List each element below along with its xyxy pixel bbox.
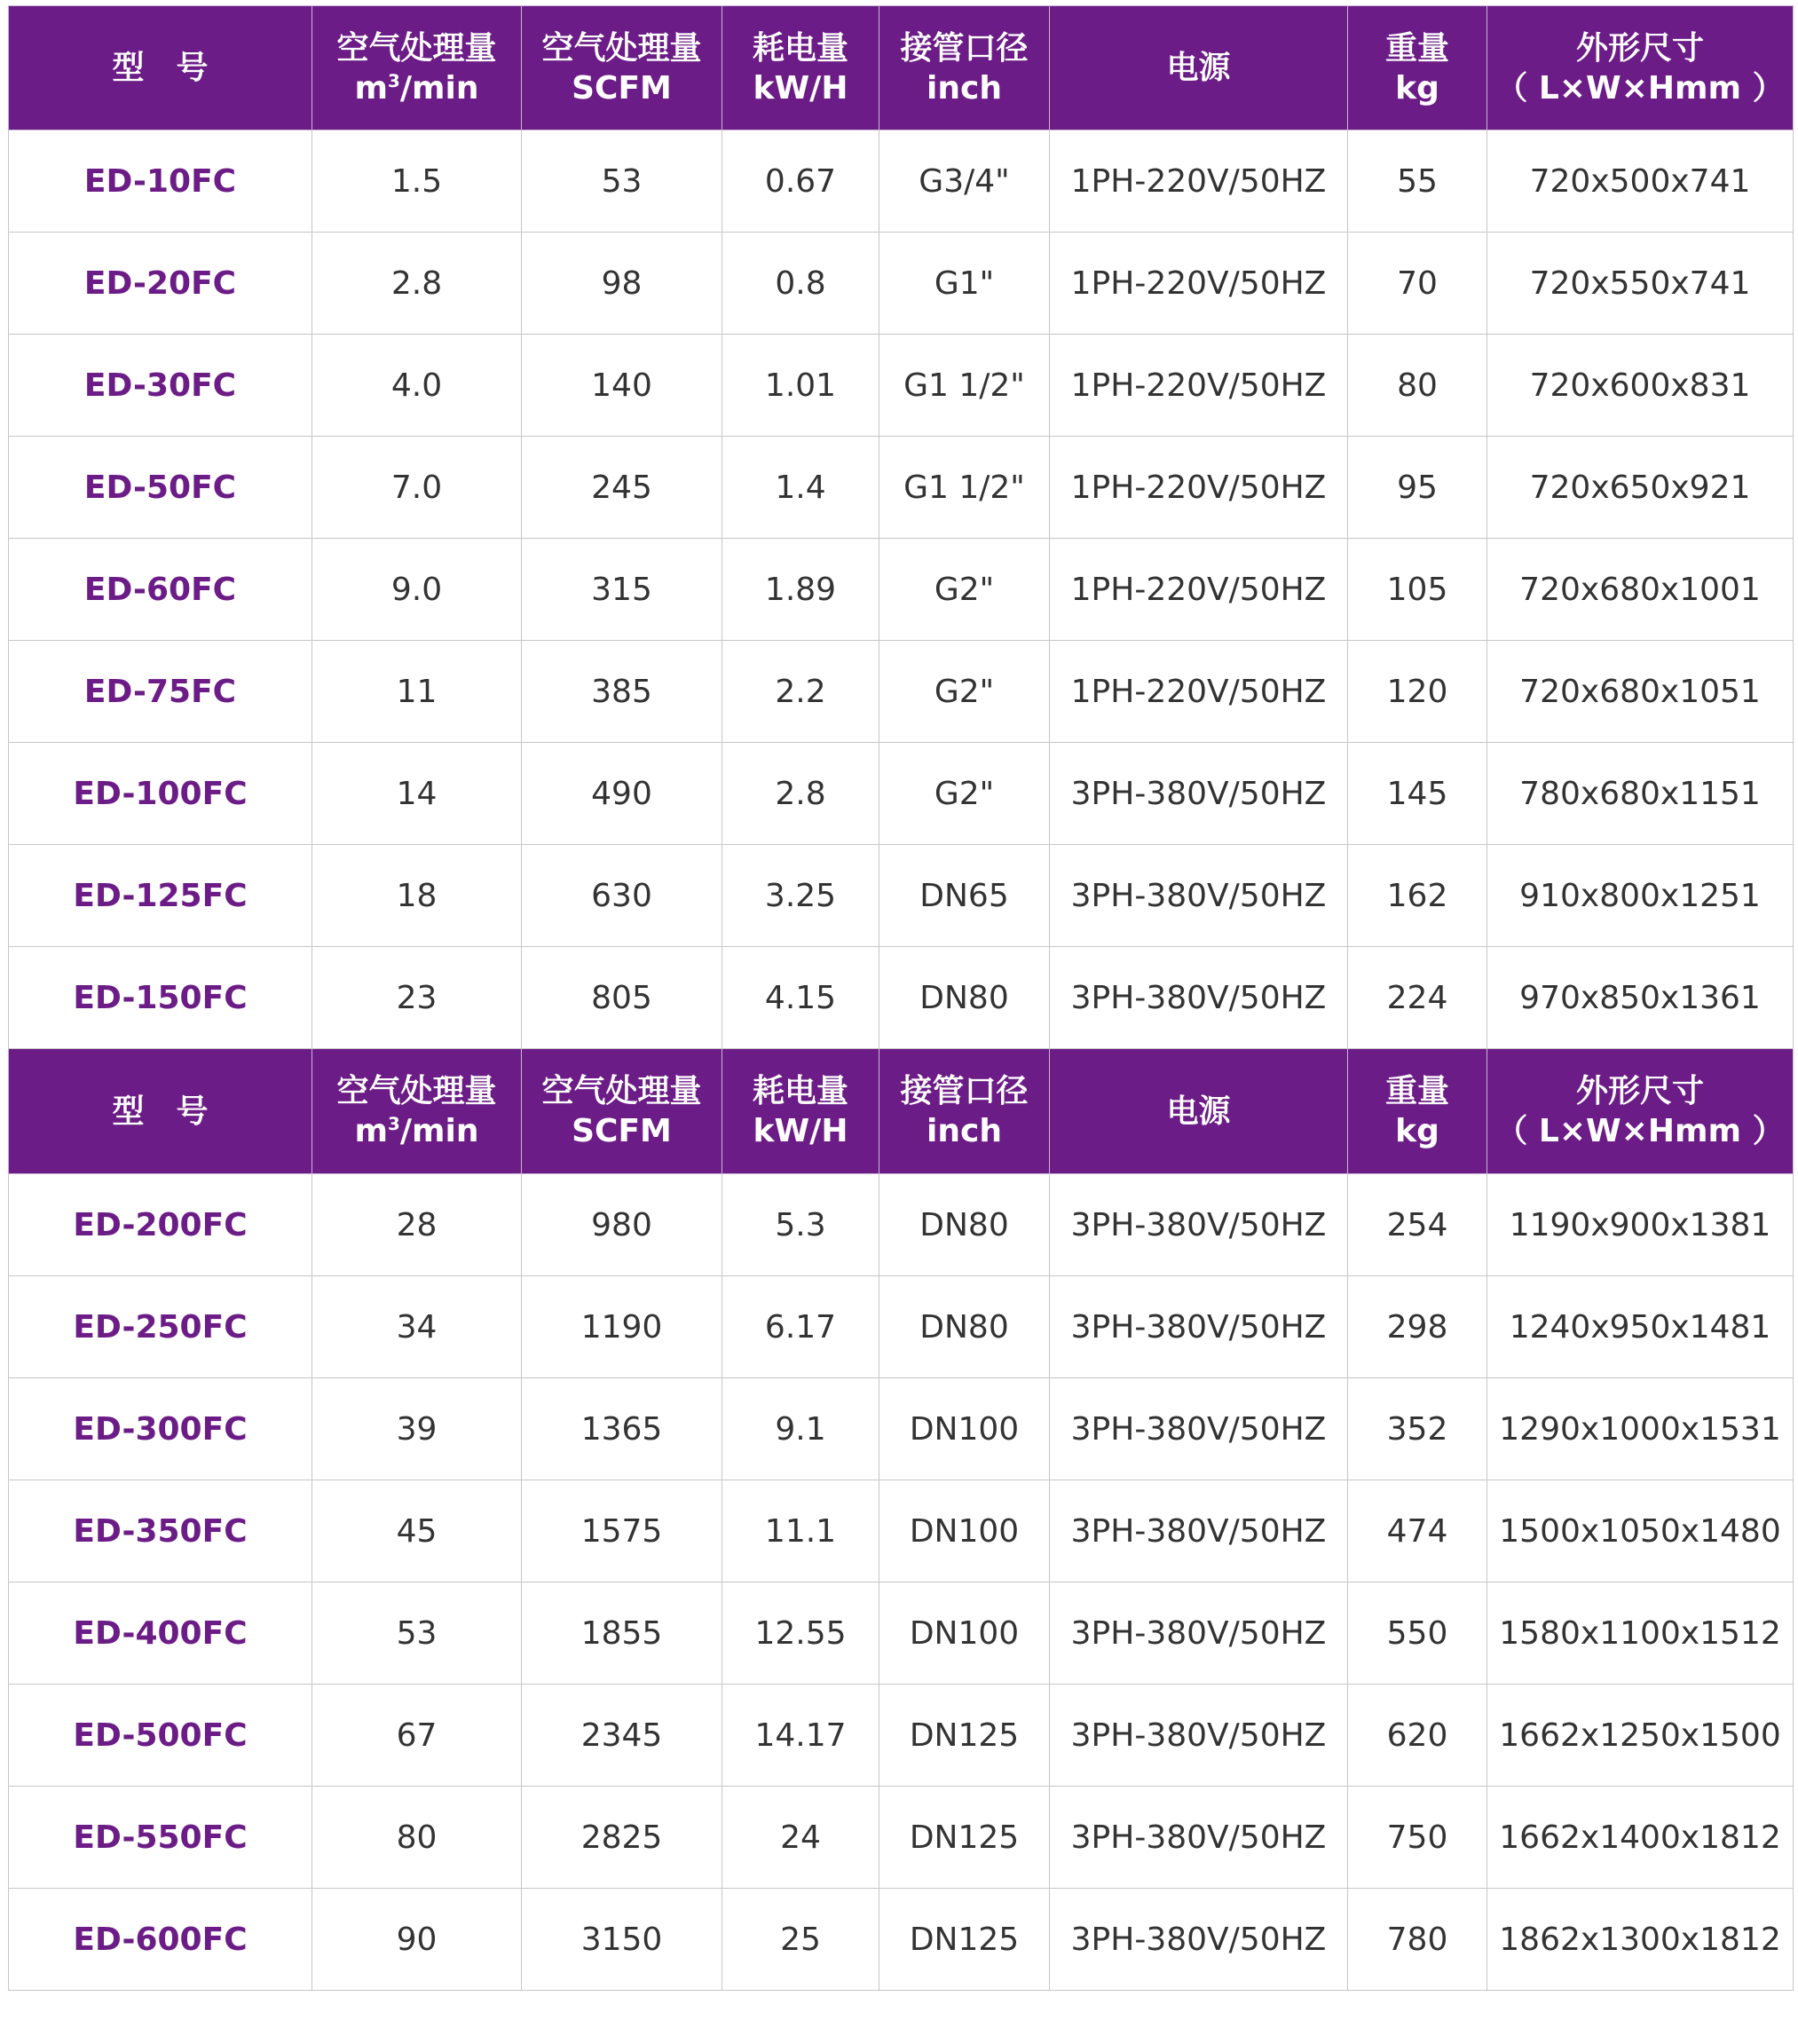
- header-label: 重量: [1384, 29, 1449, 67]
- header-dims: [1487, 6, 1794, 130]
- cell-dims: 1862x1300x1812: [1487, 1889, 1794, 1991]
- cell-dims: 720x680x1001: [1487, 539, 1794, 641]
- cell-air-scfm: 1190: [522, 1276, 722, 1378]
- cell-power: 24: [722, 1787, 879, 1889]
- cell-model: ED-100FC: [9, 743, 312, 845]
- header-pipe: [879, 1049, 1050, 1174]
- cell-power: 1.01: [722, 335, 879, 437]
- cell-model: ED-350FC: [9, 1480, 312, 1582]
- cell-pipe: G2": [879, 539, 1050, 641]
- cell-air-scfm: 385: [522, 641, 722, 743]
- header-dims: [1487, 1049, 1794, 1174]
- cell-air-m3: 1.5: [312, 130, 522, 233]
- cell-pipe: G2": [879, 641, 1050, 743]
- header-power: [722, 1049, 879, 1174]
- header-label: 耗电量: [752, 1073, 848, 1109]
- cell-air-scfm: 245: [522, 437, 722, 539]
- unit-rest: /min: [399, 69, 479, 107]
- cell-power: 0.8: [722, 233, 879, 335]
- cell-supply: 3PH-380V/50HZ: [1050, 1685, 1348, 1787]
- cell-supply: 3PH-380V/50HZ: [1050, 947, 1348, 1049]
- cell-weight: 298: [1348, 1276, 1487, 1378]
- cell-dims: 720x500x741: [1487, 130, 1794, 233]
- cell-air-m3: 53: [312, 1582, 522, 1685]
- cell-air-scfm: 2345: [522, 1685, 722, 1787]
- cell-air-scfm: 53: [522, 130, 722, 233]
- header-unit: kW/H: [753, 1113, 848, 1149]
- cell-weight: 95: [1348, 437, 1487, 539]
- table-row: [9, 335, 1794, 437]
- cell-supply: 3PH-380V/50HZ: [1050, 1174, 1348, 1276]
- header-label: 接管口径: [900, 1073, 1029, 1109]
- cell-supply: 3PH-380V/50HZ: [1050, 845, 1348, 947]
- spec-table: [8, 5, 1794, 1991]
- header-unit: SCFM: [572, 69, 672, 107]
- header-unit: kg: [1395, 69, 1439, 107]
- cell-air-scfm: 490: [522, 743, 722, 845]
- header-air-scfm: [522, 6, 722, 130]
- cell-weight: 780: [1348, 1889, 1487, 1991]
- cell-pipe: DN100: [879, 1378, 1050, 1480]
- table-row: [9, 743, 1794, 845]
- cell-supply: 3PH-380V/50HZ: [1050, 1582, 1348, 1685]
- cell-air-scfm: 2825: [522, 1787, 722, 1889]
- header-unit: kg: [1395, 1113, 1439, 1149]
- cell-supply: 1PH-220V/50HZ: [1050, 130, 1348, 233]
- table-row: [9, 1787, 1794, 1889]
- cell-model: ED-125FC: [9, 845, 312, 947]
- cell-air-m3: 9.0: [312, 539, 522, 641]
- header-weight: [1348, 6, 1487, 130]
- cell-supply: 1PH-220V/50HZ: [1050, 335, 1348, 437]
- cell-pipe: DN100: [879, 1582, 1050, 1685]
- cell-air-scfm: 980: [522, 1174, 722, 1276]
- cell-model: ED-50FC: [9, 437, 312, 539]
- table-row: [9, 437, 1794, 539]
- cell-air-m3: 90: [312, 1889, 522, 1991]
- cell-weight: 70: [1348, 233, 1487, 335]
- cell-model: ED-60FC: [9, 539, 312, 641]
- cell-model: ED-400FC: [9, 1582, 312, 1685]
- cell-pipe: DN80: [879, 947, 1050, 1049]
- cell-weight: 474: [1348, 1480, 1487, 1582]
- cell-supply: 3PH-380V/50HZ: [1050, 743, 1348, 845]
- table-row: [9, 641, 1794, 743]
- cell-power: 9.1: [722, 1378, 879, 1480]
- cell-air-scfm: 1855: [522, 1582, 722, 1685]
- cell-weight: 620: [1348, 1685, 1487, 1787]
- cell-pipe: G2": [879, 743, 1050, 845]
- header-unit: [312, 68, 521, 108]
- cell-pipe: DN100: [879, 1480, 1050, 1582]
- table-row: [9, 1582, 1794, 1685]
- table-row: [9, 1174, 1794, 1276]
- cell-air-m3: 45: [312, 1480, 522, 1582]
- table-row: [9, 845, 1794, 947]
- cell-weight: 55: [1348, 130, 1487, 233]
- cell-air-scfm: 140: [522, 335, 722, 437]
- unit-superscript: 3: [388, 70, 400, 91]
- header-air-scfm: [522, 1049, 722, 1174]
- table-row: [9, 130, 1794, 233]
- cell-dims: 1290x1000x1531: [1487, 1378, 1794, 1480]
- header-unit: inch: [927, 69, 1002, 107]
- cell-dims: 720x680x1051: [1487, 641, 1794, 743]
- header-label: 耗电量: [752, 29, 848, 67]
- cell-model: ED-500FC: [9, 1685, 312, 1787]
- cell-model: ED-30FC: [9, 335, 312, 437]
- cell-dims: 910x800x1251: [1487, 845, 1794, 947]
- unit-base: m: [354, 69, 389, 107]
- cell-supply: 3PH-380V/50HZ: [1050, 1480, 1348, 1582]
- cell-pipe: DN125: [879, 1685, 1050, 1787]
- cell-model: ED-75FC: [9, 641, 312, 743]
- header-label: 空气处理量: [336, 1073, 497, 1109]
- unit-superscript: 3: [388, 1114, 400, 1134]
- cell-power: 5.3: [722, 1174, 879, 1276]
- cell-air-scfm: 98: [522, 233, 722, 335]
- cell-dims: 1500x1050x1480: [1487, 1480, 1794, 1582]
- cell-supply: 3PH-380V/50HZ: [1050, 1787, 1348, 1889]
- cell-dims: 720x600x831: [1487, 335, 1794, 437]
- header-supply: [1050, 1049, 1348, 1174]
- cell-pipe: DN125: [879, 1889, 1050, 1991]
- cell-dims: 1580x1100x1512: [1487, 1582, 1794, 1685]
- cell-weight: 120: [1348, 641, 1487, 743]
- cell-power: 6.17: [722, 1276, 879, 1378]
- cell-power: 1.89: [722, 539, 879, 641]
- header-unit: inch: [927, 1113, 1002, 1149]
- table-row: [9, 1378, 1794, 1480]
- cell-pipe: G3/4": [879, 130, 1050, 233]
- cell-dims: 1662x1400x1812: [1487, 1787, 1794, 1889]
- cell-air-scfm: 315: [522, 539, 722, 641]
- header-unit: [312, 1111, 521, 1151]
- cell-dims: 970x850x1361: [1487, 947, 1794, 1049]
- cell-dims: 720x650x921: [1487, 437, 1794, 539]
- table-row: [9, 1889, 1794, 1991]
- cell-weight: 352: [1348, 1378, 1487, 1480]
- cell-weight: 80: [1348, 335, 1487, 437]
- cell-model: ED-600FC: [9, 1889, 312, 1991]
- cell-air-m3: 4.0: [312, 335, 522, 437]
- cell-power: 14.17: [722, 1685, 879, 1787]
- header-pipe: [879, 6, 1050, 130]
- cell-air-m3: 14: [312, 743, 522, 845]
- table-row: [9, 1685, 1794, 1787]
- header-supply: [1050, 6, 1348, 130]
- cell-model: ED-200FC: [9, 1174, 312, 1276]
- cell-power: 25: [722, 1889, 879, 1991]
- unit-base: m: [354, 1113, 389, 1149]
- table-row: [9, 947, 1794, 1049]
- cell-air-scfm: 805: [522, 947, 722, 1049]
- header-label: 重量: [1384, 1073, 1449, 1109]
- cell-air-m3: 28: [312, 1174, 522, 1276]
- table-row: [9, 1480, 1794, 1582]
- header-label: 外形尺寸: [1575, 1073, 1704, 1109]
- cell-air-scfm: 1575: [522, 1480, 722, 1582]
- cell-air-m3: 11: [312, 641, 522, 743]
- unit-rest: /min: [399, 1113, 479, 1149]
- cell-air-m3: 23: [312, 947, 522, 1049]
- cell-air-scfm: 1365: [522, 1378, 722, 1480]
- cell-weight: 550: [1348, 1582, 1487, 1685]
- cell-pipe: DN80: [879, 1174, 1050, 1276]
- cell-pipe: G1 1/2": [879, 335, 1050, 437]
- cell-dims: 780x680x1151: [1487, 743, 1794, 845]
- cell-supply: 3PH-380V/50HZ: [1050, 1378, 1348, 1480]
- header-air-m3: [312, 1049, 522, 1174]
- cell-weight: 224: [1348, 947, 1487, 1049]
- table-row: [9, 233, 1794, 335]
- cell-dims: 1190x900x1381: [1487, 1174, 1794, 1276]
- header-row: [9, 1049, 1794, 1174]
- cell-air-m3: 80: [312, 1787, 522, 1889]
- cell-air-scfm: 3150: [522, 1889, 722, 1991]
- cell-model: ED-10FC: [9, 130, 312, 233]
- header-unit: （ L×W×Hmm ）: [1495, 69, 1785, 107]
- cell-air-m3: 34: [312, 1276, 522, 1378]
- header-model: [9, 1049, 312, 1174]
- cell-weight: 145: [1348, 743, 1487, 845]
- header-label: 空气处理量: [541, 29, 702, 67]
- cell-power: 3.25: [722, 845, 879, 947]
- cell-dims: 1662x1250x1500: [1487, 1685, 1794, 1787]
- cell-weight: 750: [1348, 1787, 1487, 1889]
- cell-pipe: DN65: [879, 845, 1050, 947]
- table-row: [9, 539, 1794, 641]
- cell-supply: 3PH-380V/50HZ: [1050, 1889, 1348, 1991]
- header-label: 接管口径: [900, 29, 1029, 67]
- cell-model: ED-150FC: [9, 947, 312, 1049]
- cell-model: ED-300FC: [9, 1378, 312, 1480]
- cell-model: ED-550FC: [9, 1787, 312, 1889]
- header-label: 电源: [1166, 1093, 1231, 1130]
- cell-dims: 720x550x741: [1487, 233, 1794, 335]
- cell-pipe: G1 1/2": [879, 437, 1050, 539]
- cell-air-scfm: 630: [522, 845, 722, 947]
- header-row: [9, 6, 1794, 130]
- cell-weight: 254: [1348, 1174, 1487, 1276]
- cell-dims: 1240x950x1481: [1487, 1276, 1794, 1378]
- cell-power: 4.15: [722, 947, 879, 1049]
- header-weight: [1348, 1049, 1487, 1174]
- cell-power: 2.2: [722, 641, 879, 743]
- header-unit: SCFM: [572, 1113, 672, 1149]
- cell-supply: 1PH-220V/50HZ: [1050, 233, 1348, 335]
- cell-supply: 1PH-220V/50HZ: [1050, 539, 1348, 641]
- header-label: 型 号: [112, 50, 209, 86]
- header-power: [722, 6, 879, 130]
- cell-air-m3: 18: [312, 845, 522, 947]
- header-label: 空气处理量: [336, 29, 497, 67]
- cell-air-m3: 67: [312, 1685, 522, 1787]
- cell-supply: 1PH-220V/50HZ: [1050, 641, 1348, 743]
- header-model: [9, 6, 312, 130]
- cell-pipe: DN125: [879, 1787, 1050, 1889]
- spec-table-body: [9, 6, 1794, 1991]
- cell-power: 12.55: [722, 1582, 879, 1685]
- cell-pipe: G1": [879, 233, 1050, 335]
- header-label: 型 号: [112, 1093, 209, 1130]
- cell-air-m3: 39: [312, 1378, 522, 1480]
- table-row: [9, 1276, 1794, 1378]
- cell-supply: 1PH-220V/50HZ: [1050, 437, 1348, 539]
- cell-supply: 3PH-380V/50HZ: [1050, 1276, 1348, 1378]
- cell-air-m3: 7.0: [312, 437, 522, 539]
- header-label: 电源: [1166, 50, 1231, 86]
- cell-power: 1.4: [722, 437, 879, 539]
- header-air-m3: [312, 6, 522, 130]
- cell-power: 2.8: [722, 743, 879, 845]
- cell-model: ED-250FC: [9, 1276, 312, 1378]
- header-label: 空气处理量: [541, 1073, 702, 1109]
- cell-weight: 162: [1348, 845, 1487, 947]
- header-label: 外形尺寸: [1575, 29, 1704, 67]
- header-unit: kW/H: [753, 69, 848, 107]
- cell-model: ED-20FC: [9, 233, 312, 335]
- cell-power: 0.67: [722, 130, 879, 233]
- cell-air-m3: 2.8: [312, 233, 522, 335]
- cell-pipe: DN80: [879, 1276, 1050, 1378]
- cell-weight: 105: [1348, 539, 1487, 641]
- header-unit: （ L×W×Hmm ）: [1495, 1113, 1785, 1149]
- cell-power: 11.1: [722, 1480, 879, 1582]
